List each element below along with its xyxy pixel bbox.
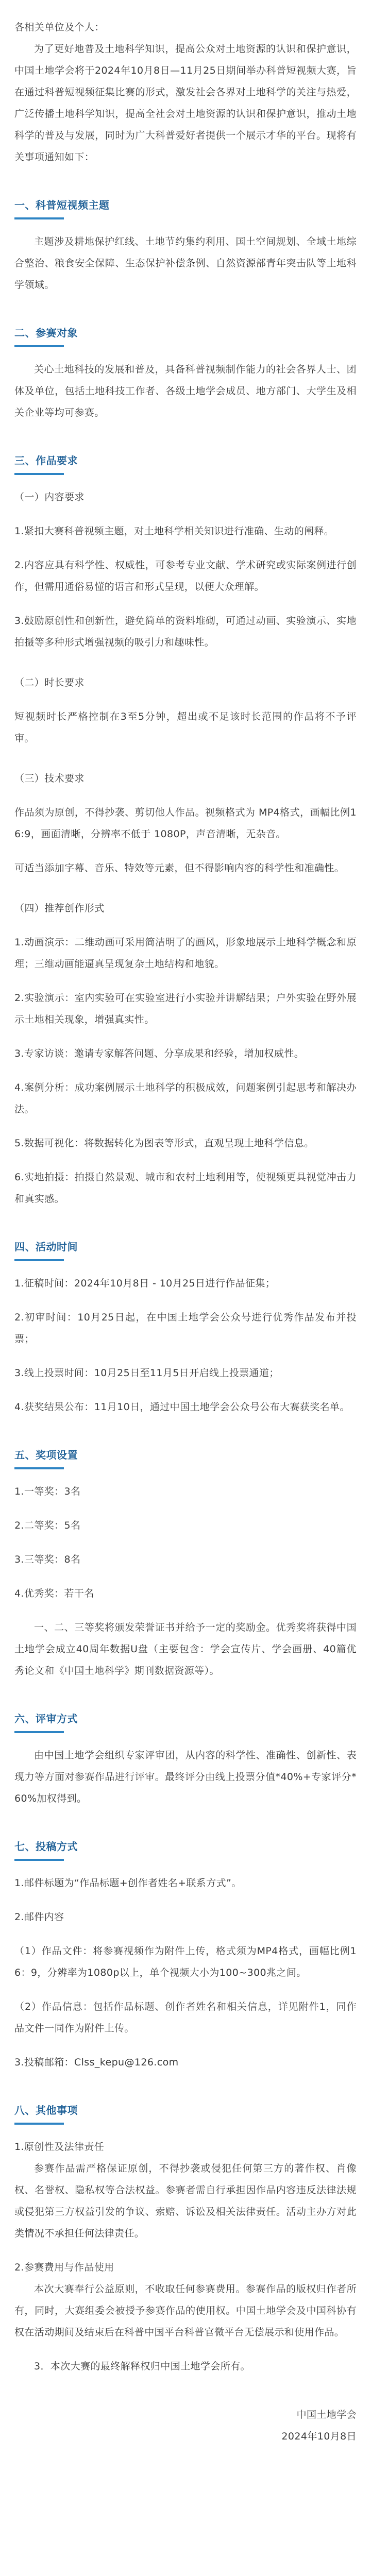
section-underline <box>14 1259 64 1261</box>
list-item: 短视频时长严格控制在3至5分钟，超出或不足该时长范围的作品将不予评审。 <box>14 711 357 744</box>
list-item: 1.动画演示：二维动画可采用简洁明了的画风，形象地展示土地科学概念和原理；三维动画能逼真呈现复杂土地结构和地貌。 <box>14 937 357 970</box>
subheading-content: （一）内容要求 <box>14 492 85 503</box>
section-underline <box>14 2123 64 2125</box>
list-item: 1.原创性及法律责任 <box>14 2141 105 2153</box>
section-submission <box>14 1836 357 2073</box>
section-title: 七、投稿方式 <box>14 1840 78 1853</box>
list-item: 2.初审时间：10月25日起，在中国土地学会公众号进行优秀作品发布并投票； <box>14 1312 357 1345</box>
list-item: 2.参赛费用与作品使用 <box>14 2262 114 2273</box>
signature-org: 中国土地学会 <box>296 2409 357 2420</box>
section-review <box>14 1708 357 1809</box>
section-underline <box>14 1467 64 1469</box>
list-item: （1）作品文件：将参赛视频作为附件上传，格式须为MP4格式，画幅比例16：9，分辨率为1080p以上，单个视频大小为100~300兆之间。 <box>14 1945 357 1978</box>
list-item: 3.线上投票时间：10月25日至11月5日开启线上投票通道； <box>14 1367 279 1379</box>
subheading-duration: （二）时长要求 <box>14 677 85 688</box>
list-item: 3.三等奖：8名 <box>14 1554 81 1565</box>
intro-paragraph: 为了更好地普及土地科学知识，提高公众对土地资源的认识和保护意识，中国土地学会将于2024年10月8日—11月25日期间举办科普短视频大赛，旨在通过科普短视频征集比赛的形式，激发社会各界对土地科学的关注与热爱，广泛传播土地科学知识，提高全社会对土地资源的认识和保护意识，推动土地科学的普及与发展，同时为广大科普爱好者提供一个展示才华的平台。现将有关事项通知如下： <box>14 43 357 163</box>
list-item: 4.优秀奖：若干名 <box>14 1588 94 1599</box>
subheading-technical: （三）技术要求 <box>14 773 85 784</box>
section-title: 四、活动时间 <box>14 1241 78 1253</box>
section-title: 一、科普短视频主题 <box>14 199 110 211</box>
section-body: 关心土地科技的发展和普及，具备科普视频制作能力的社会各界人士、团体及单位，包括土地科技工作者、各级土地学会成员、地方部门、大学生及相关企业等均可参赛。 <box>14 364 357 418</box>
list-item: 5.数据可视化：将数据转化为图表等形式，直观呈现土地科学信息。 <box>14 1138 314 1149</box>
section-title: 二、参赛对象 <box>14 327 78 339</box>
list-item: 作品须为原创，不得抄袭、剪切他人作品。视频格式为 MP4格式，画幅比例16:9，画面清晰，分辨率不低于 1080P，声音清晰，无杂音。 <box>14 807 357 840</box>
subheading-forms: （四）推荐创作形式 <box>14 903 105 914</box>
section-underline <box>14 345 64 347</box>
list-item: 2.邮件内容 <box>14 1911 64 1923</box>
list-item: 3．本次大赛的最终解释权归中国土地学会所有。 <box>34 2361 250 2372</box>
list-item: 4.案例分析：成功案例展示土地科学的积极成效，问题案例引起思考和解决办法。 <box>14 1082 357 1115</box>
signature-date: 2024年10月8日 <box>281 2431 357 2442</box>
list-item: 参赛作品需严格保证原创，不得抄袭或侵犯任何第三方的著作权、肖像权、名誉权、隐私权等合法权益。参赛者需自行承担因作品内容违反法律法规或侵犯第三方权益引发的争议、索赔、诉讼及相关法律责任。活动主办方对此类情况不承担任何法律责任。 <box>14 2163 357 2239</box>
list-item: 1.征稿时间：2024年10月8日 - 10月25日进行作品征集； <box>14 1278 276 1289</box>
section-body: 主题涉及耕地保护红线、土地节约集约利用、国土空间规划、全域土地综合整治、粮食安全保障、生态保护补偿条例、自然资源部青年突击队等土地科学领域。 <box>14 236 357 291</box>
list-item: 2.二等奖：5名 <box>14 1520 81 1531</box>
list-item: 可适当添加字幕、音乐、特效等元素，但不得影响内容的科学性和准确性。 <box>14 862 345 874</box>
list-item: 1.一等奖：3名 <box>14 1486 81 1497</box>
list-item: 1.邮件标题为“作品标题+创作者姓名+联系方式”。 <box>14 1877 242 1889</box>
list-item: 2.内容应具有科学性、权威性，可参考专业文献、学术研究或实际案例进行创作，但需用通俗易懂的语言和形式呈现，以便大众理解。 <box>14 560 357 592</box>
section-underline <box>14 1859 64 1861</box>
awards-note: 一、二、三等奖将颁发荣誉证书并给予一定的奖励金。优秀奖将获得中国土地学会成立40周年数据U盘（主要包含：学会宣传片、学会画册、40篇优秀论文和《中国土地科学》期刊数据资源等）。 <box>14 1622 357 1676</box>
section-participants <box>14 323 357 423</box>
section-title: 三、作品要求 <box>14 454 78 467</box>
section-other <box>14 2100 357 2377</box>
section-title: 八、其他事项 <box>14 2104 78 2116</box>
list-item: 2.实验演示：室内实验可在实验室进行小实验并讲解结果；户外实验在野外展示土地相关现象，增强真实性。 <box>14 992 357 1025</box>
section-underline <box>14 1731 64 1733</box>
list-item: 4.获奖结果公布：11月10日，通过中国土地学会公众号公布大赛获奖名单。 <box>14 1401 350 1413</box>
section-title: 六、评审方式 <box>14 1713 78 1725</box>
section-body: 由中国土地学会组织专家评审团，从内容的科学性、准确性、创新性、表现力等方面对参赛作品进行评审。最终评分由线上投票分值*40%+专家评分*60%加权得到。 <box>14 1750 357 1804</box>
list-item: 1.紧扣大赛科普视频主题，对土地科学相关知识进行准确、生动的阐释。 <box>14 526 334 537</box>
list-item: （2）作品信息：包括作品标题、创作者姓名和相关信息，详见附件1，同作品文件一同作为附件上传。 <box>14 2001 357 2034</box>
section-awards <box>14 1445 357 1682</box>
section-requirements <box>14 450 357 1210</box>
section-underline <box>14 473 64 475</box>
submission-email: 3.投稿邮箱：Clss_kepu@126.com <box>14 2057 179 2068</box>
list-item: 3.鼓励原创性和创新性，避免简单的资料堆砌，可通过动画、实验演示、实地拍摄等多种形式增强视频的吸引力和趣味性。 <box>14 615 357 648</box>
list-item: 3.专家访谈：邀请专家解答问题、分享成果和经验，增加权威性。 <box>14 1048 305 1059</box>
section-schedule <box>14 1236 357 1418</box>
greeting: 各相关单位及个人： <box>14 22 105 33</box>
section-topic <box>14 195 357 296</box>
list-item: 本次大赛奉行公益原则，不收取任何参赛费用。参赛作品的版权归作者所有，同时，大赛组委会被授予参赛作品的使用权。中国土地学会及中国科协有权在活动期间及结束后在科普中国平台科普官微平台无偿展示和使用作品。 <box>14 2283 357 2338</box>
list-item: 6.实地拍摄：拍摄自然景观、城市和农村土地利用等，使视频更具视觉冲击力和真实感。 <box>14 1172 357 1205</box>
section-title: 五、奖项设置 <box>14 1449 78 1461</box>
section-underline <box>14 217 64 219</box>
